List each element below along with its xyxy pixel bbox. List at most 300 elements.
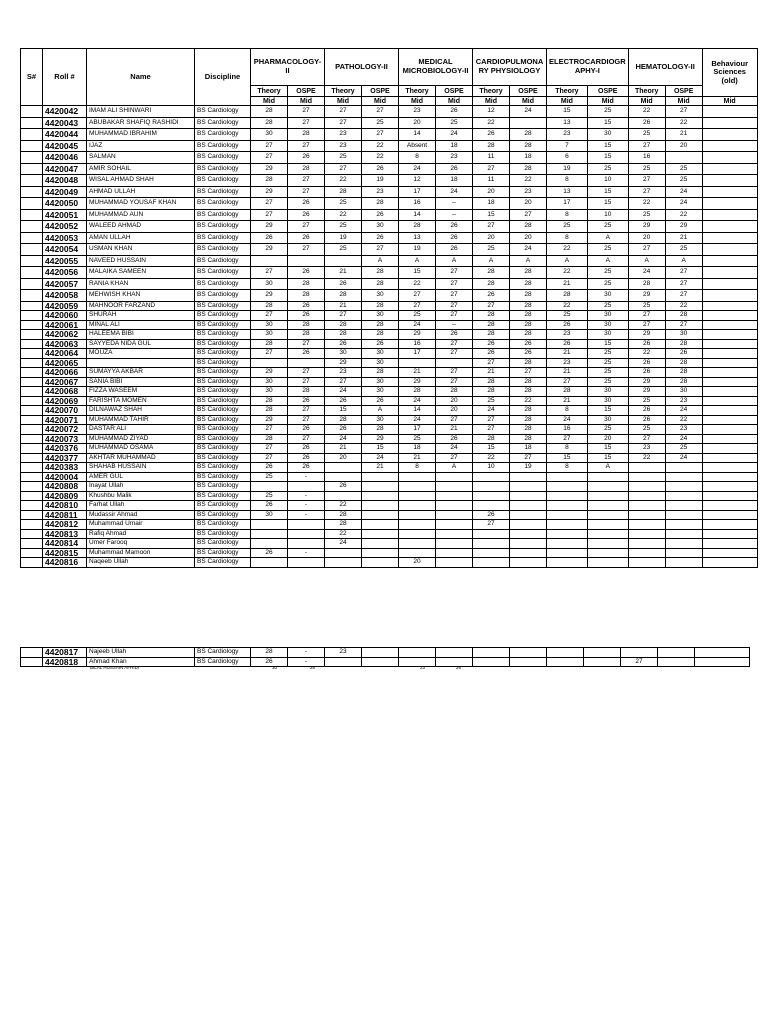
discipline-cell: BS Cardiology (195, 558, 251, 568)
mark-cell (702, 406, 757, 416)
mark-cell: 28 (510, 311, 547, 321)
sn-header: S# (21, 49, 43, 106)
serial-cell (21, 434, 43, 444)
mark-cell: 27 (399, 290, 436, 302)
mark-cell: 8 (547, 175, 588, 187)
discipline-cell: BS Cardiology (195, 320, 251, 330)
serial-cell (21, 501, 43, 511)
theory-header: Theory (325, 86, 362, 97)
mark-cell: 27 (473, 221, 510, 233)
name-cell: AMAN ULLAH (87, 232, 195, 244)
mark-cell: 25 (587, 377, 628, 387)
name-cell: Najeeb Ullah (87, 648, 195, 658)
mark-cell (510, 472, 547, 482)
mark-cell (362, 539, 399, 549)
serial-cell (21, 548, 43, 558)
mark-cell: A (510, 255, 547, 267)
mid-header: Mid (473, 97, 510, 106)
mark-cell: A (628, 255, 665, 267)
mark-cell: 28 (510, 358, 547, 368)
mark-cell: 26 (628, 368, 665, 378)
mark-cell (473, 529, 510, 539)
mark-cell: 28 (325, 186, 362, 198)
table-row (21, 232, 758, 244)
serial-cell (21, 491, 43, 501)
discipline-cell: BS Cardiology (195, 406, 251, 416)
table-row (21, 209, 758, 221)
roll-header: Roll # (43, 49, 87, 106)
mark-cell: 27 (473, 358, 510, 368)
mark-cell: A (436, 255, 473, 267)
table-row (21, 482, 758, 492)
discipline-cell: BS Cardiology (195, 648, 251, 658)
discipline-cell: BS Cardiology (195, 349, 251, 359)
serial-cell (21, 558, 43, 568)
mark-cell: 20 (473, 232, 510, 244)
mark-cell: 26 (325, 339, 362, 349)
mark-cell: 30 (362, 387, 399, 397)
mark-cell (510, 529, 547, 539)
discipline-cell: BS Cardiology (195, 501, 251, 511)
mark-cell (399, 548, 436, 558)
mark-cell: 24 (399, 415, 436, 425)
subject-header-physiology: CARDIOPULMONA RY PHYSIOLOGY (473, 49, 547, 86)
name-cell: FARISHTA MOMEN (87, 396, 195, 406)
mark-cell: 26 (436, 330, 473, 340)
table-row (21, 278, 758, 290)
name-cell: SHAHAB HUSSAIN (87, 463, 195, 473)
mark-cell: 28 (325, 320, 362, 330)
mark-cell: 25 (628, 129, 665, 141)
mark-cell: 24 (436, 186, 473, 198)
mark-cell: 25 (325, 198, 362, 210)
mark-cell: 28 (288, 290, 325, 302)
mark-cell: A (362, 406, 399, 416)
name-cell (87, 358, 195, 368)
mark-cell: 28 (510, 140, 547, 152)
mark-cell: 27 (288, 221, 325, 233)
mark-cell (510, 539, 547, 549)
table-row (21, 129, 758, 141)
mark-cell (510, 648, 547, 658)
mark-cell: 29 (251, 186, 288, 198)
mark-cell: 25 (587, 301, 628, 311)
roll-cell: 4420810 (43, 501, 87, 511)
mark-cell: 28 (362, 330, 399, 340)
mark-cell: 25 (547, 221, 588, 233)
mark-cell: 8 (547, 232, 588, 244)
mark-cell: 19 (399, 244, 436, 256)
mark-cell: 27 (288, 106, 325, 118)
discipline-cell: BS Cardiology (195, 377, 251, 387)
mark-cell: 23 (436, 152, 473, 164)
discipline-cell: BS Cardiology (195, 278, 251, 290)
serial-cell (21, 290, 43, 302)
mark-cell: 29 (628, 221, 665, 233)
mark-cell: A (665, 255, 702, 267)
mark-cell (665, 472, 702, 482)
serial-cell (21, 377, 43, 387)
table-row (21, 463, 758, 473)
mark-cell (399, 510, 436, 520)
mark-cell: 28 (251, 117, 288, 129)
mark-cell (702, 175, 757, 187)
mark-cell: 20 (510, 232, 547, 244)
serial-cell (21, 221, 43, 233)
mark-cell: 27 (473, 163, 510, 175)
footer-value: 30 (272, 665, 278, 670)
mark-cell: 28 (473, 267, 510, 279)
mark-cell (702, 152, 757, 164)
mark-cell: 27 (325, 117, 362, 129)
mark-cell (587, 472, 628, 482)
table-row (21, 368, 758, 378)
table-row (21, 491, 758, 501)
mark-cell: 15 (473, 209, 510, 221)
mark-cell: 27 (288, 377, 325, 387)
table-row (21, 539, 758, 549)
mark-cell (325, 255, 362, 267)
mark-cell: 22 (473, 453, 510, 463)
mark-cell: 22 (665, 415, 702, 425)
mark-cell: 29 (628, 330, 665, 340)
mark-cell: 13 (399, 232, 436, 244)
mark-cell: 27 (251, 198, 288, 210)
mark-cell (702, 255, 757, 267)
mark-cell (510, 548, 547, 558)
mark-cell: 27 (436, 368, 473, 378)
mark-cell: 10 (473, 463, 510, 473)
mark-cell: 18 (436, 140, 473, 152)
mark-cell: 27 (325, 163, 362, 175)
mark-cell: 21 (473, 368, 510, 378)
mark-cell: 26 (510, 339, 547, 349)
mark-cell: 14 (399, 129, 436, 141)
mark-cell: 30 (587, 290, 628, 302)
mark-cell: 22 (547, 244, 588, 256)
mark-cell (473, 657, 510, 667)
mark-cell (510, 117, 547, 129)
table-row (21, 529, 758, 539)
mark-cell (587, 482, 628, 492)
mark-cell: 26 (436, 106, 473, 118)
table-row (21, 221, 758, 233)
discipline-cell: BS Cardiology (195, 358, 251, 368)
mark-cell (288, 558, 325, 568)
discipline-cell: BS Cardiology (195, 548, 251, 558)
mark-cell (628, 548, 665, 558)
serial-cell (21, 232, 43, 244)
mark-cell (362, 648, 399, 658)
serial-cell (21, 529, 43, 539)
mark-cell: 25 (587, 163, 628, 175)
mark-cell (665, 152, 702, 164)
mark-cell (587, 529, 628, 539)
name-cell: SAYYEDA NIDA GUL (87, 339, 195, 349)
mark-cell (473, 501, 510, 511)
mark-cell: 24 (510, 106, 547, 118)
roll-cell: 4420812 (43, 520, 87, 530)
discipline-cell: BS Cardiology (195, 657, 251, 667)
roll-cell: 4420069 (43, 396, 87, 406)
serial-cell (21, 244, 43, 256)
mark-cell: 25 (251, 491, 288, 501)
mark-cell: 26 (288, 152, 325, 164)
roll-cell: 4420064 (43, 349, 87, 359)
mark-cell: 22 (325, 529, 362, 539)
table-row (21, 106, 758, 118)
table-row (21, 175, 758, 187)
mark-cell: 26 (288, 267, 325, 279)
mark-cell (628, 520, 665, 530)
mark-cell: A (436, 463, 473, 473)
mark-cell: 26 (325, 396, 362, 406)
mark-cell: 28 (510, 290, 547, 302)
mark-cell: 27 (251, 311, 288, 321)
mark-cell: 27 (436, 301, 473, 311)
mark-cell (251, 558, 288, 568)
mark-cell: 28 (436, 387, 473, 397)
serial-cell (21, 175, 43, 187)
subject-header-behaviour: Behaviour Sciences (old) (702, 49, 757, 97)
roll-cell: 4420060 (43, 311, 87, 321)
mark-cell: 8 (547, 444, 588, 454)
mark-cell (628, 472, 665, 482)
mark-cell: 26 (325, 482, 362, 492)
mark-cell (547, 657, 584, 667)
mark-cell (702, 140, 757, 152)
roll-cell: 4420065 (43, 358, 87, 368)
mid-header: Mid (251, 97, 288, 106)
mark-cell (251, 255, 288, 267)
discipline-cell: BS Cardiology (195, 311, 251, 321)
mark-cell: 28 (473, 377, 510, 387)
mark-cell (702, 117, 757, 129)
mark-cell: 28 (473, 311, 510, 321)
mark-cell: 25 (436, 117, 473, 129)
mark-cell: 26 (547, 339, 588, 349)
mark-cell (473, 558, 510, 568)
roll-cell: 4420068 (43, 387, 87, 397)
mark-cell (587, 491, 628, 501)
name-cell: MUHAMMAD IBRAHIM (87, 129, 195, 141)
name-cell: DASTAR ALI (87, 425, 195, 435)
mark-cell: 26 (628, 406, 665, 416)
subject-header-hematology: HEMATOLOGY-II (628, 49, 702, 86)
mark-cell: 27 (325, 311, 362, 321)
mark-cell (665, 482, 702, 492)
mark-cell: 30 (587, 330, 628, 340)
table-row (21, 434, 758, 444)
table-row (21, 501, 758, 511)
mark-cell: 19 (547, 163, 588, 175)
name-cell: Naqeeb Ullah (87, 558, 195, 568)
mark-cell: 28 (473, 278, 510, 290)
serial-cell (21, 255, 43, 267)
roll-cell: 4420051 (43, 209, 87, 221)
name-cell: SHURAH (87, 311, 195, 321)
mark-cell (587, 501, 628, 511)
discipline-cell: BS Cardiology (195, 152, 251, 164)
mark-cell (325, 463, 362, 473)
discipline-cell: BS Cardiology (195, 444, 251, 454)
serial-cell (21, 140, 43, 152)
discipline-cell: BS Cardiology (195, 491, 251, 501)
roll-cell: 4420061 (43, 320, 87, 330)
mark-cell: -- (436, 198, 473, 210)
mark-cell (658, 657, 695, 667)
mark-cell: A (587, 463, 628, 473)
mark-cell: 26 (288, 425, 325, 435)
name-cell: HALEEMA BIBI (87, 330, 195, 340)
roll-cell: 4420818 (43, 657, 87, 667)
mark-cell: 28 (510, 415, 547, 425)
mark-cell: 24 (325, 434, 362, 444)
discipline-cell: BS Cardiology (195, 387, 251, 397)
mark-cell: 21 (325, 267, 362, 279)
mark-cell (665, 501, 702, 511)
mark-cell (702, 290, 757, 302)
mark-cell: 21 (547, 349, 588, 359)
mark-cell: 13 (547, 117, 588, 129)
discipline-cell: BS Cardiology (195, 232, 251, 244)
mark-cell: 27 (436, 453, 473, 463)
serial-cell (21, 444, 43, 454)
mark-cell (628, 529, 665, 539)
mark-cell: 25 (473, 396, 510, 406)
mark-cell: 22 (547, 267, 588, 279)
mark-cell (702, 330, 757, 340)
mark-cell: 26 (288, 444, 325, 454)
roll-cell: 4420053 (43, 232, 87, 244)
serial-cell (21, 539, 43, 549)
mark-cell: 27 (436, 311, 473, 321)
mark-cell (628, 558, 665, 568)
mark-cell (702, 311, 757, 321)
roll-cell: 4420043 (43, 117, 87, 129)
mark-cell (547, 558, 588, 568)
mark-cell (665, 510, 702, 520)
subject-header-pathology: PATHOLOGY-II (325, 49, 399, 86)
name-cell: RANIA KHAN (87, 278, 195, 290)
mark-cell: 19 (325, 232, 362, 244)
name-cell: AMIR SOHAIL (87, 163, 195, 175)
mark-cell: 29 (251, 368, 288, 378)
mid-header: Mid (288, 97, 325, 106)
serial-cell (21, 117, 43, 129)
mark-cell: 30 (587, 415, 628, 425)
mark-cell (251, 358, 288, 368)
mark-cell: 26 (288, 311, 325, 321)
serial-cell (21, 198, 43, 210)
mark-cell (251, 539, 288, 549)
mark-cell (325, 657, 362, 667)
mark-cell (695, 657, 750, 667)
mark-cell: 28 (399, 221, 436, 233)
table-row (21, 453, 758, 463)
mark-cell: 15 (399, 267, 436, 279)
table-row (21, 349, 758, 359)
mark-cell: 30 (362, 358, 399, 368)
mark-cell: 28 (473, 330, 510, 340)
roll-cell: 4420063 (43, 339, 87, 349)
mark-cell (362, 472, 399, 482)
mark-cell: 28 (251, 396, 288, 406)
table-row (21, 648, 750, 658)
mark-cell: 25 (399, 434, 436, 444)
serial-cell (21, 349, 43, 359)
roll-cell: 4420377 (43, 453, 87, 463)
mark-cell (510, 520, 547, 530)
mark-cell: 28 (251, 106, 288, 118)
mark-cell: A (399, 255, 436, 267)
mark-cell (702, 558, 757, 568)
mark-cell: 26 (665, 349, 702, 359)
mark-cell: 15 (587, 117, 628, 129)
serial-cell (21, 186, 43, 198)
mark-cell (702, 387, 757, 397)
mark-cell (547, 520, 588, 530)
discipline-cell: BS Cardiology (195, 368, 251, 378)
mark-cell: 21 (547, 278, 588, 290)
mark-cell: 30 (587, 311, 628, 321)
mark-cell (584, 648, 621, 658)
mark-cell: 27 (621, 657, 658, 667)
name-cell: SUMAYYA AKBAR (87, 368, 195, 378)
table-row (21, 320, 758, 330)
roll-cell: 4420815 (43, 548, 87, 558)
mark-cell: 30 (251, 377, 288, 387)
mark-cell: 15 (547, 453, 588, 463)
mark-cell: 17 (399, 425, 436, 435)
serial-cell (21, 301, 43, 311)
mid-header: Mid (547, 97, 588, 106)
mark-cell: -- (436, 320, 473, 330)
roll-cell: 4420813 (43, 529, 87, 539)
serial-cell (21, 368, 43, 378)
roll-cell: 4420817 (43, 648, 87, 658)
mark-cell: 28 (473, 434, 510, 444)
mark-cell (362, 548, 399, 558)
roll-cell: 4420056 (43, 267, 87, 279)
mark-cell: 17 (399, 349, 436, 359)
mark-cell: 25 (251, 472, 288, 482)
mark-cell (473, 472, 510, 482)
mark-cell: 24 (473, 406, 510, 416)
mark-cell: 25 (628, 163, 665, 175)
mark-cell: 21 (436, 425, 473, 435)
name-cell: Khushbu Malik (87, 491, 195, 501)
discipline-cell: BS Cardiology (195, 529, 251, 539)
discipline-cell: BS Cardiology (195, 472, 251, 482)
mark-cell: 26 (288, 209, 325, 221)
mark-cell (325, 472, 362, 482)
mark-cell: 18 (436, 175, 473, 187)
name-cell: AHMAD ULLAH (87, 186, 195, 198)
name-cell: NAVEED HUSSAIN (87, 255, 195, 267)
mark-cell: 28 (362, 267, 399, 279)
mark-cell: 30 (665, 387, 702, 397)
mark-cell: 26 (628, 358, 665, 368)
bottom-section (20, 647, 750, 667)
mark-cell: 27 (436, 278, 473, 290)
discipline-cell: BS Cardiology (195, 301, 251, 311)
mark-cell: 27 (436, 267, 473, 279)
mark-cell: 26 (288, 301, 325, 311)
discipline-cell: BS Cardiology (195, 106, 251, 118)
mark-cell: 27 (628, 244, 665, 256)
mark-cell: 26 (473, 510, 510, 520)
